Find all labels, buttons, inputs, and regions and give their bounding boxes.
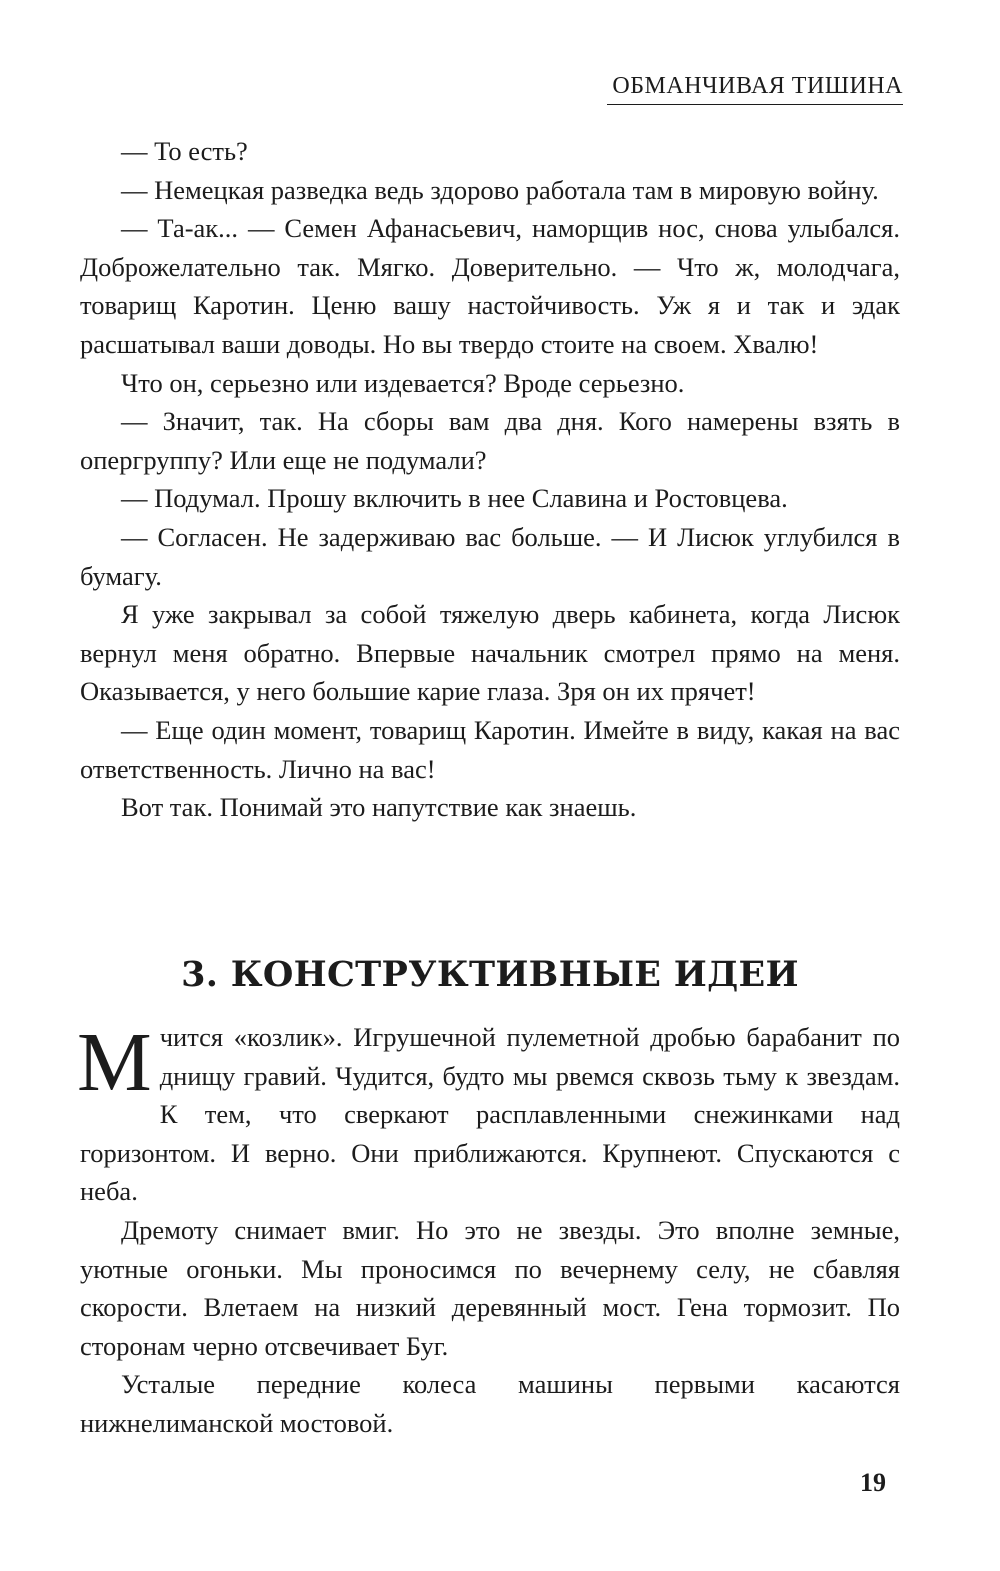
drop-cap: М	[77, 1016, 152, 1109]
paragraph: Я уже закрывал за собой тяжелую дверь кабинета, когда Лисюк вернул меня обратно. Впервые начальник смотрел прямо на меня. Оказывается, у него большие карие глаза. Зря он их прячет!	[80, 599, 900, 707]
body-text-top	[80, 132, 900, 827]
chapter-first-paragraph	[77, 1016, 900, 1211]
page-number: 19	[860, 1468, 886, 1497]
paragraph: — Немецкая разведка ведь здорово работала там в мировую войну.	[121, 174, 879, 205]
paragraph: — Еще один момент, товарищ Каротин. Имейте в виду, какая на вас ответственность. Лично на вас!	[80, 714, 900, 784]
chapter-heading: 3. КОНСТРУКТИВНЫЕ ИДЕИ	[181, 954, 799, 995]
paragraph: Что он, серьезно или издевается? Вроде серьезно.	[121, 367, 685, 398]
paragraph: — Значит, так. На сборы вам два дня. Кого намерены взять в опергруппу? Или еще не подумали?	[80, 406, 900, 475]
first-paragraph-text: чится «козлик». Игрушечной пулеметной дробью барабанит по днищу гравий. Чудится, будто мы рвемся сквозь тьму к звездам. К тем, что сверкают расплавленными снежинками над горизонтом. И верно. Они приближаются. Крупнеют. Спускаются с неба.	[80, 1022, 900, 1207]
body-text-chapter	[77, 1016, 900, 1443]
paragraph: — То есть?	[121, 136, 248, 166]
paragraph: Усталые передние колеса машины первыми касаются нижнелиманской мостовой.	[80, 1369, 900, 1438]
paragraph: Дремоту снимает вмиг. Но это не звезды. Это вполне земные, уютные огоньки. Мы проносимся по вечернему селу, не сбавляя скорости. Влетаем на низкий деревянный мост. Гена тормозит. По сторонам черно отсвечивает Буг.	[80, 1214, 900, 1361]
paragraph: — Та-ак... — Семен Афанасьевич, наморщив нос, снова улыбался. Доброжелательно так. Мягко. Доверительно. — Что ж, молодчага, товарищ Каротин. Ценю вашу настойчивость. Уж я и так и эдак расшатывал ваши доводы. Но вы твердо стоите на своем. Хвалю!	[80, 213, 900, 359]
paragraph: — Подумал. Прошу включить в нее Славина и Ростовцева.	[121, 483, 788, 514]
paragraph: — Согласен. Не задерживаю вас больше. — И Лисюк углубился в бумагу.	[80, 521, 900, 591]
paragraph: Вот так. Понимай это напутствие как знаешь.	[121, 792, 637, 823]
running-head: ОБМАНЧИВАЯ ТИШИНА	[607, 72, 903, 105]
